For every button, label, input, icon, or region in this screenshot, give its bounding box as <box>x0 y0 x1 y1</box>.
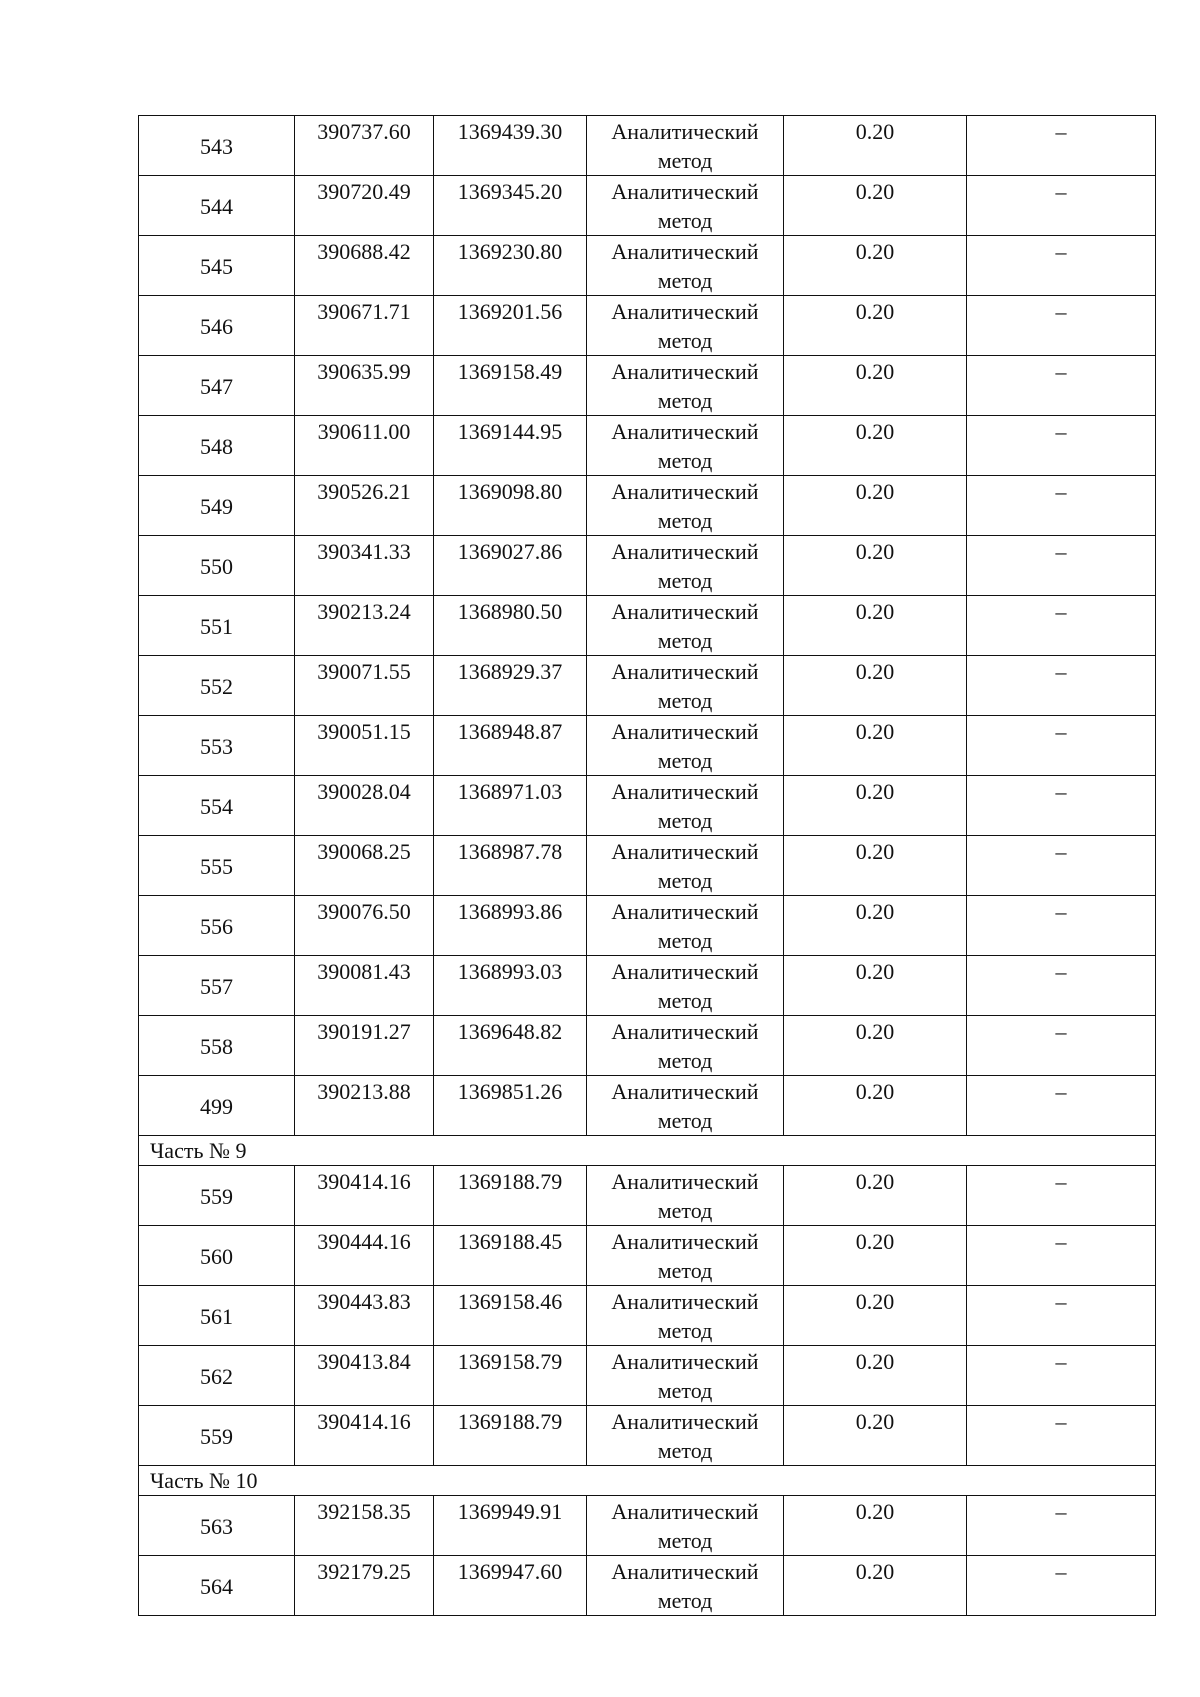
note-cell: – <box>967 1226 1156 1286</box>
method-cell: Аналитический метод <box>587 1346 784 1406</box>
x-coordinate-cell: 390081.43 <box>295 956 434 1016</box>
note-cell: – <box>967 1166 1156 1226</box>
x-coordinate-cell: 390213.88 <box>295 1076 434 1136</box>
table-row <box>139 1286 1156 1346</box>
x-coordinate-cell: 390191.27 <box>295 1016 434 1076</box>
method-cell: Аналитический метод <box>587 236 784 296</box>
accuracy-cell: 0.20 <box>784 476 967 536</box>
point-number-cell: 548 <box>139 416 295 476</box>
table-row <box>139 716 1156 776</box>
x-coordinate-cell: 390671.71 <box>295 296 434 356</box>
y-coordinate-cell: 1369949.91 <box>434 1496 587 1556</box>
table-row <box>139 896 1156 956</box>
method-cell: Аналитический метод <box>587 596 784 656</box>
method-cell: Аналитический метод <box>587 1226 784 1286</box>
method-cell: Аналитический метод <box>587 176 784 236</box>
method-cell: Аналитический метод <box>587 296 784 356</box>
table-row <box>139 596 1156 656</box>
point-number-cell: 552 <box>139 656 295 716</box>
note-cell: – <box>967 716 1156 776</box>
point-number-cell: 555 <box>139 836 295 896</box>
table-row <box>139 1406 1156 1466</box>
method-cell: Аналитический метод <box>587 1556 784 1616</box>
x-coordinate-cell: 390076.50 <box>295 896 434 956</box>
x-coordinate-cell: 390028.04 <box>295 776 434 836</box>
point-number-cell: 543 <box>139 116 295 176</box>
note-cell: – <box>967 1556 1156 1616</box>
point-number-cell: 563 <box>139 1496 295 1556</box>
point-number-cell: 560 <box>139 1226 295 1286</box>
accuracy-cell: 0.20 <box>784 896 967 956</box>
table-row <box>139 476 1156 536</box>
y-coordinate-cell: 1368948.87 <box>434 716 587 776</box>
accuracy-cell: 0.20 <box>784 776 967 836</box>
section-header-row <box>139 1466 1156 1496</box>
point-number-cell: 551 <box>139 596 295 656</box>
accuracy-cell: 0.20 <box>784 656 967 716</box>
table-row <box>139 116 1156 176</box>
y-coordinate-cell: 1369947.60 <box>434 1556 587 1616</box>
accuracy-cell: 0.20 <box>784 596 967 656</box>
x-coordinate-cell: 390444.16 <box>295 1226 434 1286</box>
accuracy-cell: 0.20 <box>784 1496 967 1556</box>
accuracy-cell: 0.20 <box>784 1016 967 1076</box>
method-cell: Аналитический метод <box>587 1286 784 1346</box>
section-header-row <box>139 1136 1156 1166</box>
method-cell: Аналитический метод <box>587 656 784 716</box>
x-coordinate-cell: 390341.33 <box>295 536 434 596</box>
table-row <box>139 416 1156 476</box>
point-number-cell: 556 <box>139 896 295 956</box>
point-number-cell: 557 <box>139 956 295 1016</box>
y-coordinate-cell: 1369098.80 <box>434 476 587 536</box>
x-coordinate-cell: 392158.35 <box>295 1496 434 1556</box>
table-row <box>139 236 1156 296</box>
note-cell: – <box>967 896 1156 956</box>
section-label: Часть № 9 <box>139 1136 1156 1166</box>
accuracy-cell: 0.20 <box>784 536 967 596</box>
point-number-cell: 559 <box>139 1166 295 1226</box>
accuracy-cell: 0.20 <box>784 296 967 356</box>
table-row <box>139 1166 1156 1226</box>
note-cell: – <box>967 1076 1156 1136</box>
method-cell: Аналитический метод <box>587 476 784 536</box>
accuracy-cell: 0.20 <box>784 236 967 296</box>
table-row <box>139 836 1156 896</box>
method-cell: Аналитический метод <box>587 716 784 776</box>
method-cell: Аналитический метод <box>587 1496 784 1556</box>
point-number-cell: 559 <box>139 1406 295 1466</box>
note-cell: – <box>967 1406 1156 1466</box>
x-coordinate-cell: 390611.00 <box>295 416 434 476</box>
x-coordinate-cell: 390737.60 <box>295 116 434 176</box>
note-cell: – <box>967 1286 1156 1346</box>
x-coordinate-cell: 390071.55 <box>295 656 434 716</box>
x-coordinate-cell: 390526.21 <box>295 476 434 536</box>
accuracy-cell: 0.20 <box>784 416 967 476</box>
coordinates-table <box>138 115 1156 1616</box>
y-coordinate-cell: 1368993.86 <box>434 896 587 956</box>
note-cell: – <box>967 176 1156 236</box>
method-cell: Аналитический метод <box>587 776 784 836</box>
point-number-cell: 545 <box>139 236 295 296</box>
point-number-cell: 553 <box>139 716 295 776</box>
y-coordinate-cell: 1368971.03 <box>434 776 587 836</box>
accuracy-cell: 0.20 <box>784 956 967 1016</box>
x-coordinate-cell: 390051.15 <box>295 716 434 776</box>
point-number-cell: 499 <box>139 1076 295 1136</box>
note-cell: – <box>967 476 1156 536</box>
table-row <box>139 1556 1156 1616</box>
x-coordinate-cell: 390443.83 <box>295 1286 434 1346</box>
accuracy-cell: 0.20 <box>784 1406 967 1466</box>
y-coordinate-cell: 1369648.82 <box>434 1016 587 1076</box>
method-cell: Аналитический метод <box>587 536 784 596</box>
y-coordinate-cell: 1368993.03 <box>434 956 587 1016</box>
x-coordinate-cell: 390635.99 <box>295 356 434 416</box>
y-coordinate-cell: 1369230.80 <box>434 236 587 296</box>
point-number-cell: 554 <box>139 776 295 836</box>
y-coordinate-cell: 1368980.50 <box>434 596 587 656</box>
point-number-cell: 564 <box>139 1556 295 1616</box>
note-cell: – <box>967 836 1156 896</box>
x-coordinate-cell: 390213.24 <box>295 596 434 656</box>
table-row <box>139 1346 1156 1406</box>
table-row <box>139 356 1156 416</box>
y-coordinate-cell: 1369851.26 <box>434 1076 587 1136</box>
accuracy-cell: 0.20 <box>784 356 967 416</box>
accuracy-cell: 0.20 <box>784 716 967 776</box>
method-cell: Аналитический метод <box>587 1406 784 1466</box>
note-cell: – <box>967 596 1156 656</box>
accuracy-cell: 0.20 <box>784 1076 967 1136</box>
note-cell: – <box>967 776 1156 836</box>
x-coordinate-cell: 390413.84 <box>295 1346 434 1406</box>
table-row <box>139 176 1156 236</box>
y-coordinate-cell: 1369144.95 <box>434 416 587 476</box>
accuracy-cell: 0.20 <box>784 1346 967 1406</box>
accuracy-cell: 0.20 <box>784 1556 967 1616</box>
point-number-cell: 561 <box>139 1286 295 1346</box>
note-cell: – <box>967 1496 1156 1556</box>
x-coordinate-cell: 390688.42 <box>295 236 434 296</box>
note-cell: – <box>967 356 1156 416</box>
accuracy-cell: 0.20 <box>784 1286 967 1346</box>
y-coordinate-cell: 1368929.37 <box>434 656 587 716</box>
note-cell: – <box>967 236 1156 296</box>
point-number-cell: 546 <box>139 296 295 356</box>
y-coordinate-cell: 1369439.30 <box>434 116 587 176</box>
note-cell: – <box>967 296 1156 356</box>
method-cell: Аналитический метод <box>587 896 784 956</box>
table-row <box>139 1076 1156 1136</box>
table-row <box>139 1496 1156 1556</box>
point-number-cell: 558 <box>139 1016 295 1076</box>
note-cell: – <box>967 536 1156 596</box>
y-coordinate-cell: 1369188.79 <box>434 1166 587 1226</box>
y-coordinate-cell: 1369027.86 <box>434 536 587 596</box>
note-cell: – <box>967 416 1156 476</box>
y-coordinate-cell: 1369188.45 <box>434 1226 587 1286</box>
accuracy-cell: 0.20 <box>784 1226 967 1286</box>
point-number-cell: 550 <box>139 536 295 596</box>
method-cell: Аналитический метод <box>587 416 784 476</box>
accuracy-cell: 0.20 <box>784 176 967 236</box>
point-number-cell: 549 <box>139 476 295 536</box>
accuracy-cell: 0.20 <box>784 836 967 896</box>
method-cell: Аналитический метод <box>587 356 784 416</box>
method-cell: Аналитический метод <box>587 1016 784 1076</box>
x-coordinate-cell: 390414.16 <box>295 1406 434 1466</box>
note-cell: – <box>967 1016 1156 1076</box>
x-coordinate-cell: 390720.49 <box>295 176 434 236</box>
note-cell: – <box>967 1346 1156 1406</box>
x-coordinate-cell: 390414.16 <box>295 1166 434 1226</box>
method-cell: Аналитический метод <box>587 116 784 176</box>
note-cell: – <box>967 116 1156 176</box>
method-cell: Аналитический метод <box>587 836 784 896</box>
coordinates-table-body <box>139 116 1156 1616</box>
y-coordinate-cell: 1369158.79 <box>434 1346 587 1406</box>
table-row <box>139 656 1156 716</box>
y-coordinate-cell: 1368987.78 <box>434 836 587 896</box>
table-row <box>139 296 1156 356</box>
table-row <box>139 1016 1156 1076</box>
accuracy-cell: 0.20 <box>784 116 967 176</box>
method-cell: Аналитический метод <box>587 1076 784 1136</box>
accuracy-cell: 0.20 <box>784 1166 967 1226</box>
point-number-cell: 547 <box>139 356 295 416</box>
note-cell: – <box>967 656 1156 716</box>
y-coordinate-cell: 1369201.56 <box>434 296 587 356</box>
table-row <box>139 956 1156 1016</box>
x-coordinate-cell: 392179.25 <box>295 1556 434 1616</box>
point-number-cell: 562 <box>139 1346 295 1406</box>
table-row <box>139 776 1156 836</box>
note-cell: – <box>967 956 1156 1016</box>
x-coordinate-cell: 390068.25 <box>295 836 434 896</box>
table-row <box>139 1226 1156 1286</box>
method-cell: Аналитический метод <box>587 1166 784 1226</box>
table-row <box>139 536 1156 596</box>
y-coordinate-cell: 1369158.49 <box>434 356 587 416</box>
section-label: Часть № 10 <box>139 1466 1156 1496</box>
point-number-cell: 544 <box>139 176 295 236</box>
y-coordinate-cell: 1369188.79 <box>434 1406 587 1466</box>
y-coordinate-cell: 1369345.20 <box>434 176 587 236</box>
method-cell: Аналитический метод <box>587 956 784 1016</box>
y-coordinate-cell: 1369158.46 <box>434 1286 587 1346</box>
